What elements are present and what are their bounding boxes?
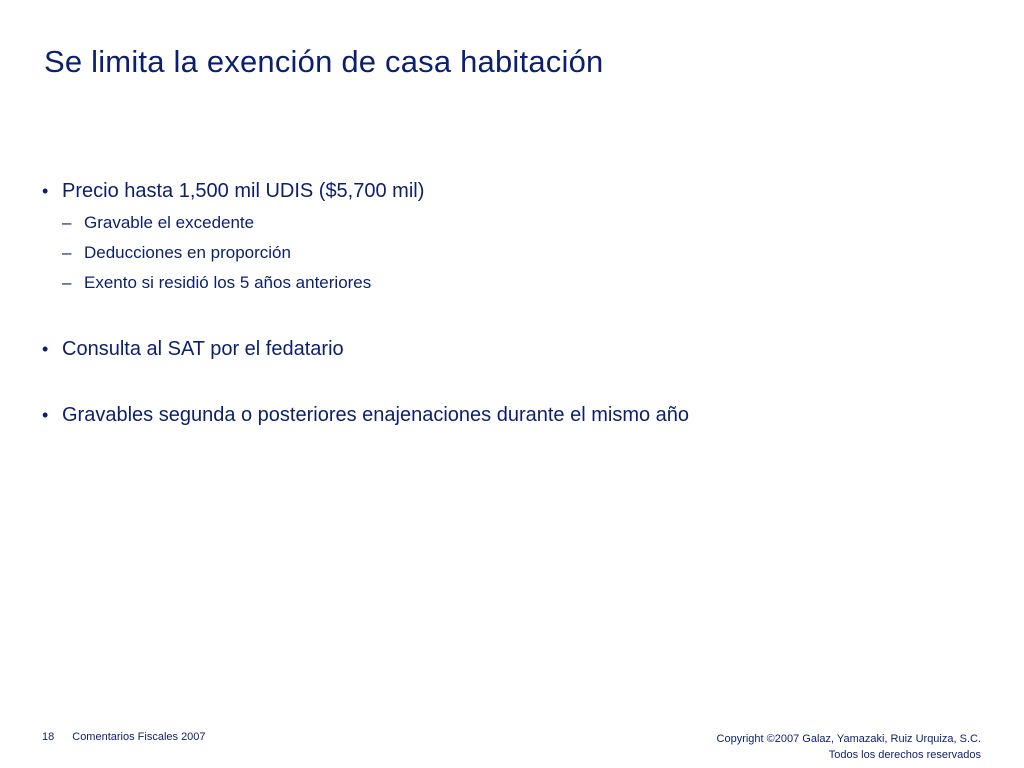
footer-left	[42, 731, 206, 743]
dash-marker: –	[62, 243, 72, 262]
sub-bullet-text: Exento si residió los 5 años anteriores	[84, 273, 372, 292]
dash-marker: –	[62, 273, 72, 292]
bullet-item	[42, 178, 982, 204]
rights-notice: Todos los derechos reservados	[828, 749, 981, 761]
bullet-text: Precio hasta 1,500 mil UDIS ($5,700 mil)	[62, 180, 425, 202]
slide-content	[42, 178, 982, 428]
slide-title: Se limita la exención de casa habitación	[44, 44, 604, 79]
bullet-marker: •	[42, 405, 49, 425]
bullet-text: Consulta al SAT por el fedatario	[62, 338, 344, 360]
bullet-item	[42, 402, 982, 428]
sub-bullet-item	[42, 268, 982, 298]
bullet-item	[42, 336, 982, 362]
sub-bullet-text: Gravable el excedente	[84, 213, 255, 232]
bullet-marker: •	[42, 181, 49, 201]
page-number: 18	[42, 731, 55, 743]
sub-bullet-list	[42, 208, 982, 298]
sub-bullet-text: Deducciones en proporción	[84, 243, 291, 262]
footer-right	[717, 731, 981, 763]
copyright-notice: Copyright ©2007 Galaz, Yamazaki, Ruiz Urquiza, S.C.	[716, 733, 981, 745]
bullet-text: Gravables segunda o posteriores enajenaciones durante el mismo año	[62, 404, 690, 426]
bullet-marker: •	[42, 339, 49, 359]
sub-bullet-item	[42, 208, 982, 238]
document-name: Comentarios Fiscales 2007	[72, 731, 206, 743]
sub-bullet-item	[42, 238, 982, 268]
dash-marker: –	[62, 213, 72, 232]
